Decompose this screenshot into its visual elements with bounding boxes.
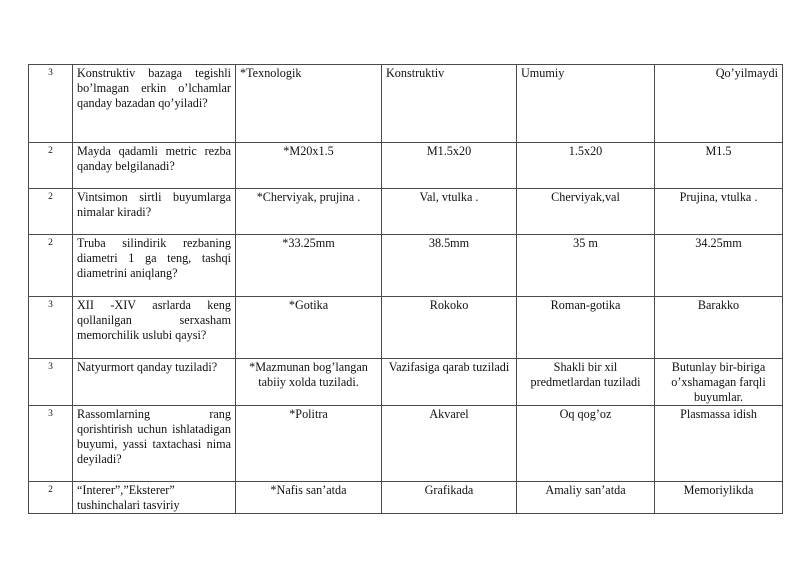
table-row [29,406,783,482]
answer-option-cell: 34.25mm [655,235,783,297]
answer-option-cell: Akvarel [382,406,517,482]
answer-option-cell: 38.5mm [382,235,517,297]
table-row [29,297,783,359]
difficulty-cell: 3 [29,359,73,406]
table-row [29,482,783,514]
answer-option-cell: M1.5x20 [382,143,517,189]
answer-option-cell: Memoriylikda [655,482,783,514]
correct-answer-cell: *Gotika [236,297,382,359]
answer-option-cell: Qo’yilmaydi [655,65,783,143]
test-questions-table [28,64,783,514]
difficulty-cell: 3 [29,406,73,482]
correct-answer-cell: *33.25mm [236,235,382,297]
answer-option-cell: Oq qog’oz [517,406,655,482]
answer-option-cell: Butunlay bir-biriga o’xshamagan farqli buyumlar. [655,359,783,406]
table-row [29,143,783,189]
answer-option-cell: M1.5 [655,143,783,189]
correct-answer-cell: *M20x1.5 [236,143,382,189]
answer-option-cell: Amaliy san’atda [517,482,655,514]
correct-answer-cell: *Cherviyak, prujina . [236,189,382,235]
question-cell: Truba silindirik rezbaning diametri 1 ga teng, tashqi diametrini aniqlang? [73,235,236,297]
answer-option-cell: Roman-gotika [517,297,655,359]
answer-option-cell: 1.5x20 [517,143,655,189]
correct-answer-cell: *Texnologik [236,65,382,143]
answer-option-cell: Cherviyak,val [517,189,655,235]
answer-option-cell: Vazifasiga qarab tuziladi [382,359,517,406]
answer-option-cell: Shakli bir xil predmetlardan tuziladi [517,359,655,406]
difficulty-cell: 2 [29,189,73,235]
answer-option-cell: Val, vtulka . [382,189,517,235]
answer-option-cell: Umumiy [517,65,655,143]
question-cell: Natyurmort qanday tuziladi? [73,359,236,406]
table-row [29,65,783,143]
answer-option-cell: Grafikada [382,482,517,514]
question-cell: XII -XIV asrlarda keng qollanilgan serxasham memorchilik uslubi qaysi? [73,297,236,359]
question-cell: Mayda qadamli metric rezba qanday belgilanadi? [73,143,236,189]
question-cell: Konstruktiv bazaga tegishli bo’lmagan erkin o’lchamlar qanday bazadan qo’yiladi? [73,65,236,143]
answer-option-cell: Konstruktiv [382,65,517,143]
table-row [29,189,783,235]
answer-option-cell: Barakko [655,297,783,359]
correct-answer-cell: *Mazmunan bog’langan tabiiy xolda tuziladi. [236,359,382,406]
difficulty-cell: 2 [29,143,73,189]
question-cell: “Interer”,”Eksterer” tushinchalari tasviriy [73,482,236,514]
question-cell: Vintsimon sirtli buyumlarga nimalar kiradi? [73,189,236,235]
correct-answer-cell: *Nafis san’atda [236,482,382,514]
answer-option-cell: 35 m [517,235,655,297]
answer-option-cell: Prujina, vtulka . [655,189,783,235]
answer-option-cell: Rokoko [382,297,517,359]
table-row [29,235,783,297]
correct-answer-cell: *Politra [236,406,382,482]
difficulty-cell: 3 [29,65,73,143]
table-row [29,359,783,406]
question-cell: Rassomlarning rang qorishtirish uchun ishlatadigan buyumi, yassi taxtachasi nima deyiladi? [73,406,236,482]
answer-option-cell: Plasmassa idish [655,406,783,482]
difficulty-cell: 2 [29,235,73,297]
difficulty-cell: 3 [29,297,73,359]
difficulty-cell: 2 [29,482,73,514]
